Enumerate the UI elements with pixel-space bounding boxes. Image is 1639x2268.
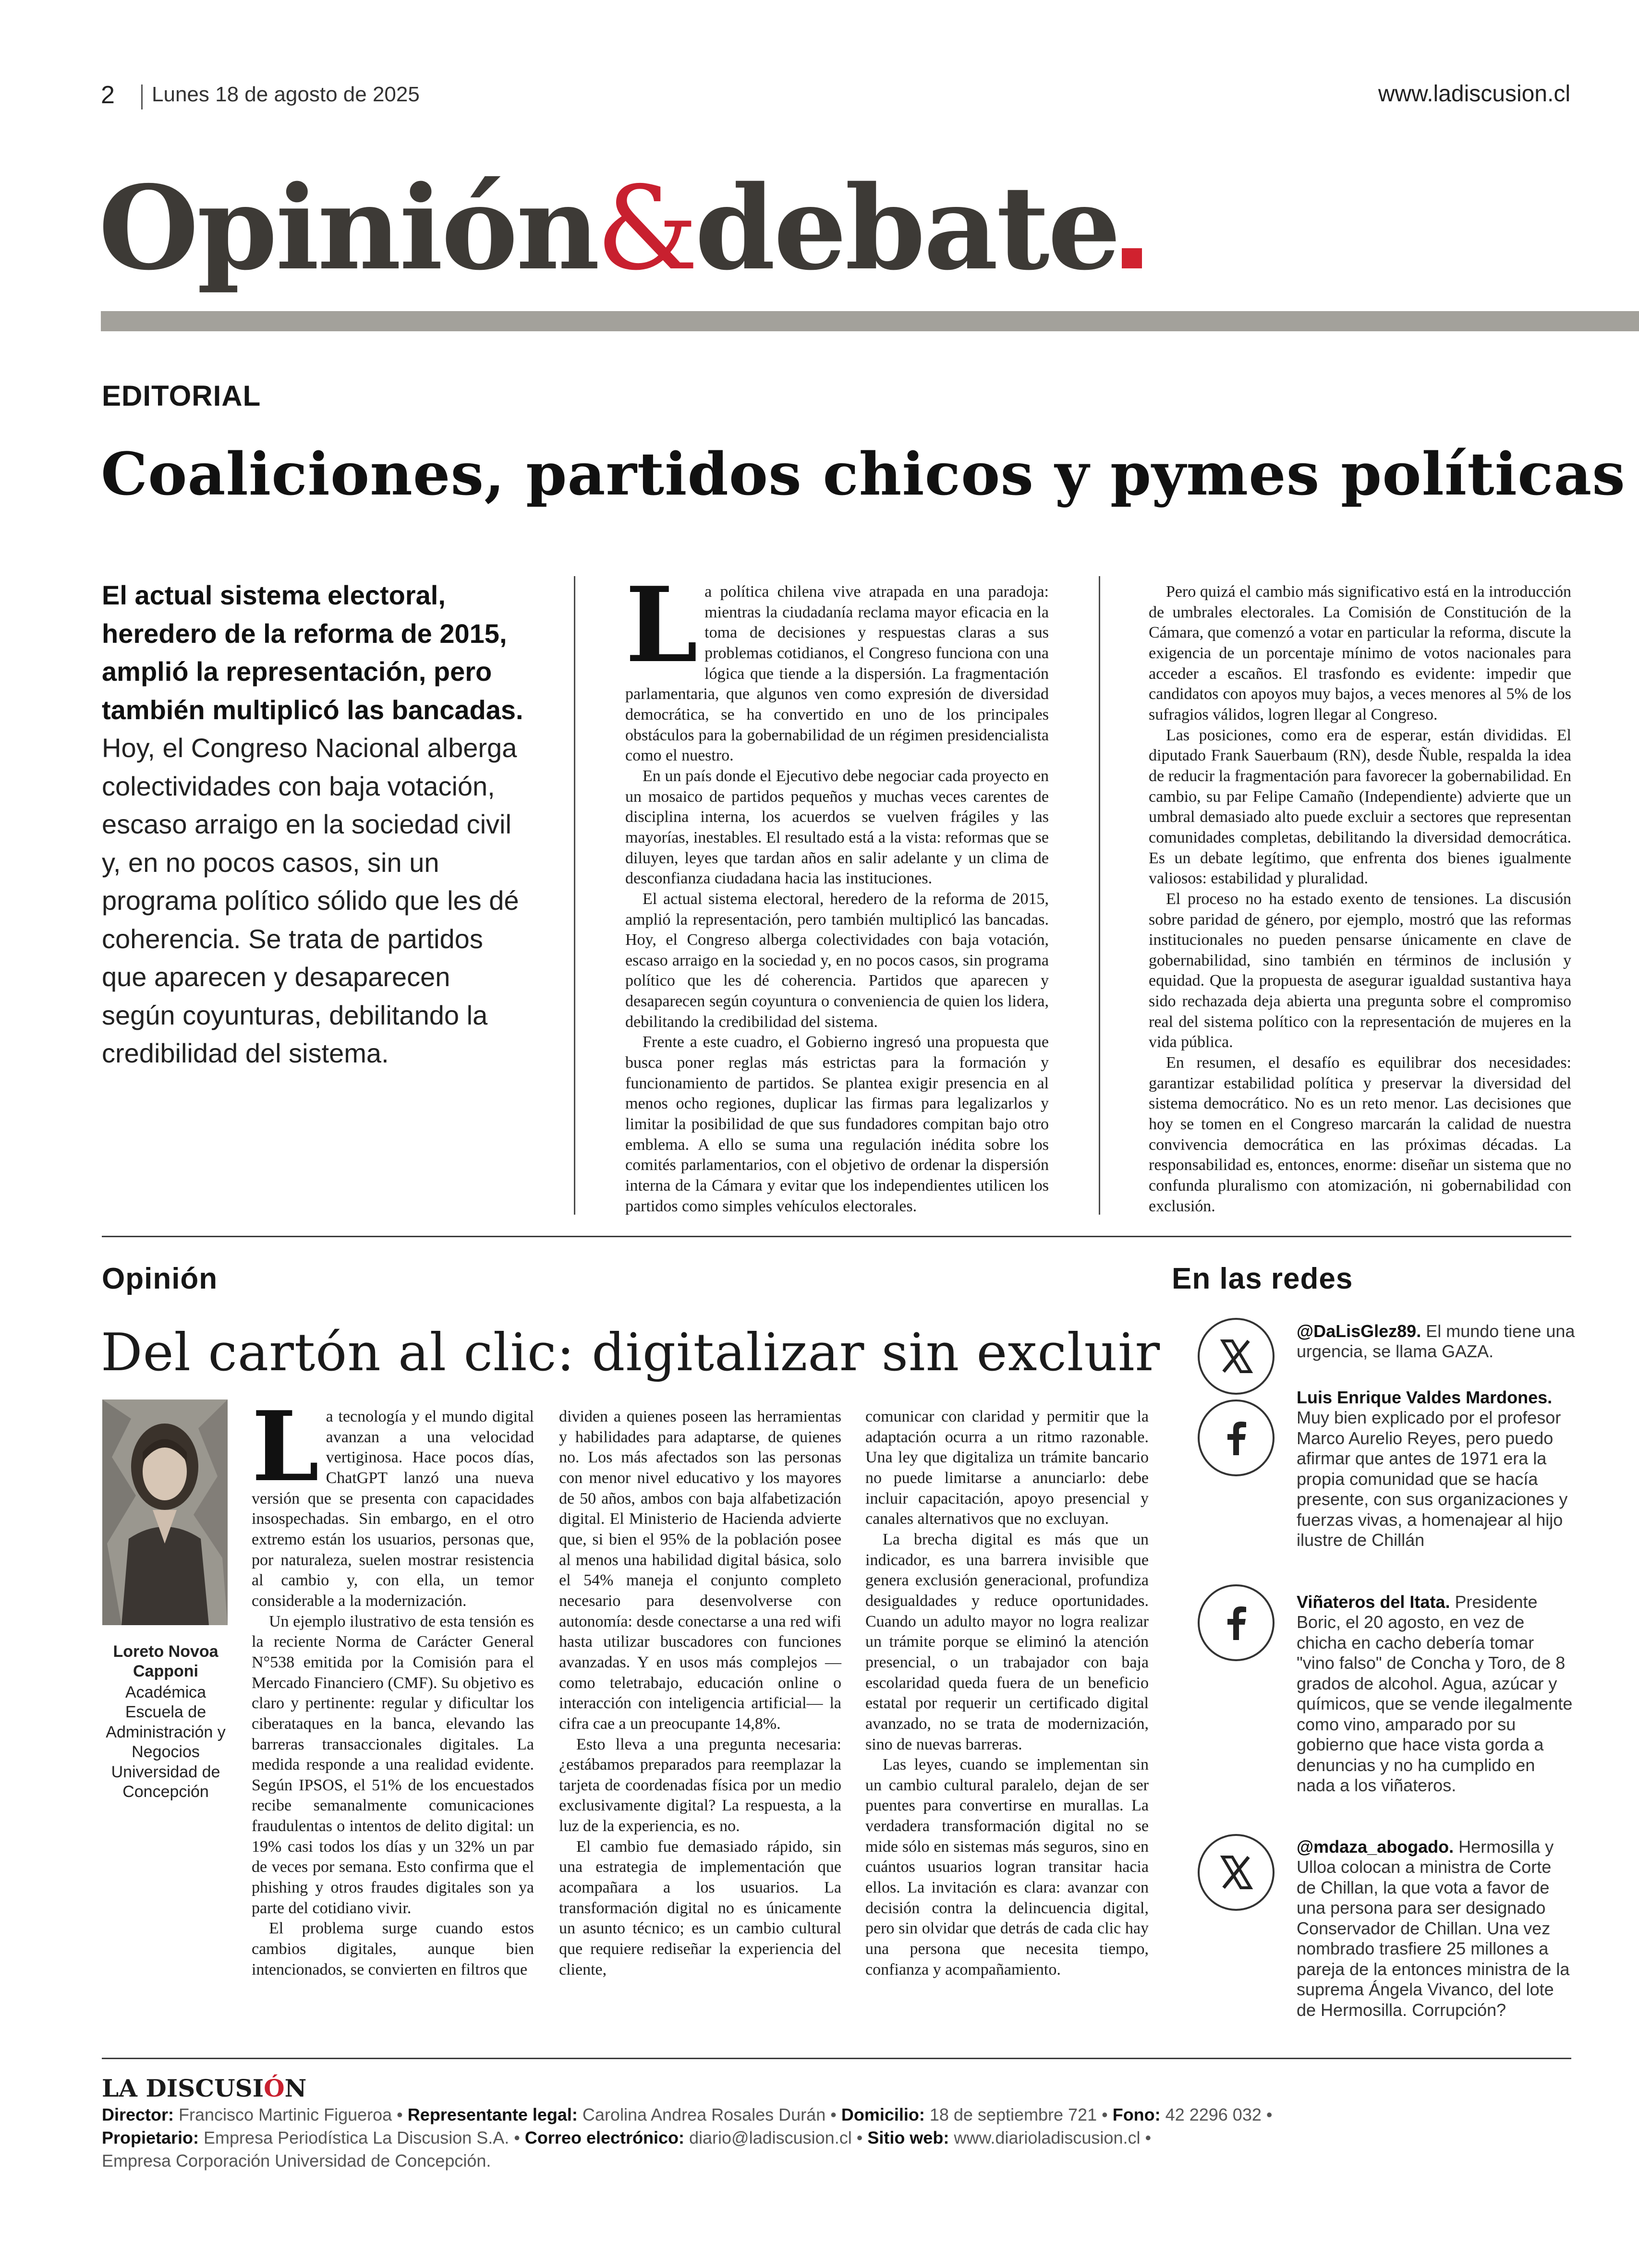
social-post-author[interactable]: Luis Enrique Valdes Mardones. — [1297, 1387, 1553, 1407]
editorial-lead-bold: El actual sistema electoral, heredero de la reforma de 2015, amplió la representación, pero también multiplicó las bancadas. — [102, 580, 523, 725]
editorial-headline: Coaliciones, partidos chicos y pymes políticas — [101, 439, 1626, 508]
opinion-column-3 — [865, 1407, 1149, 1980]
footer-credits-line-2 — [102, 2127, 1542, 2149]
representative-value: Carolina Andrea Rosales Durán • — [577, 2105, 841, 2124]
editorial-col1-p4: Frente a este cuadro, el Gobierno ingresó una propuesta que busca poner reglas más estrictas para la formación y funcionamiento de partidos. Se plantea exigir presencia en al menos ocho regiones, duplicar las firmas para legalizarlos y limitar la posibilidad de que sus fundadores compitan bajo otro emblema. A ello se suma una regulación inédita sobre los comités parlamentarios, con el objetivo de ordenar la dispersión interna de la Cámara y evitar que los independientes utilicen los partidos como simples vehículos electorales. — [625, 1033, 1049, 1215]
opinion-column-1 — [252, 1390, 534, 1980]
opinion-col2-p3: El cambio fue demasiado rápido, sin una estrategia de implementación que acompañara a los usuarios. La transformación digital no es únicamente un asunto técnico; es un cambio cultural que requiere rediseñar la experiencia del cliente, — [559, 1837, 841, 1978]
social-post-4 — [1297, 1837, 1575, 2020]
editorial-column-2 — [1149, 582, 1571, 1217]
section-title-red-dot — [1122, 248, 1142, 268]
author-role: Académica Escuela de Administración y Negocios Universidad de Concepción — [106, 1683, 226, 1801]
social-post-text: El mundo tiene una urgencia, se llama GAZA. — [1297, 1321, 1575, 1362]
opinion-col3-p1: comunicar con claridad y permitir que la adaptación ocurra a un ritmo razonable. Una ley que digitaliza un trámite bancario no puede limitarse a anunciarlo: debe incluir capacitación, apoyo presencial y canales alternativos que no excluyan. — [865, 1408, 1149, 1528]
header-divider — [141, 84, 143, 109]
opinion-col1-p1: a tecnología y el mundo digital avanzan a una velocidad vertiginosa. Hace pocos días, ChatGPT lanzó una nueva versión que se presenta con capacidades insospechadas. Sin embargo, en el otro extremo están los usuarios, personas que, por naturaleza, suelen mostrar resistencia al cambio y, con ella, un temor considerable a la modernización. — [252, 1408, 534, 1610]
editorial-lead-text: Hoy, el Congreso Nacional alberga colectividades con baja votación, escaso arraigo en la sociedad civil y, en no pocos casos, sin un programa político sólido que les dé coherencia. Se trata de partidos que aparecen y desaparecen según coyunturas, debilitando la credibilidad del sistema. — [102, 733, 519, 1069]
email-value[interactable]: diario@ladiscusion.cl • — [684, 2128, 868, 2147]
editorial-kicker: EDITORIAL — [102, 380, 261, 412]
section-divider — [102, 1236, 1571, 1237]
email-label: Correo electrónico: — [524, 2128, 684, 2147]
opinion-col3-p3: Las leyes, cuando se implementan sin un cambio cultural paralelo, dejan de ser puentes para convertirse en murallas. La verdadera transformación digital no se mide sólo en sistemas más seguros, sino en cuántos usuarios logran transitar hacia ellos. La invitación es clara: avanzar con decisión contra la delincuencia digital, pero sin olvidar que detrás de cada clic hay una persona que necesita tiempo, confianza y acompañamiento. — [865, 1756, 1149, 1978]
footer-divider — [102, 2058, 1571, 2059]
representative-label: Representante legal: — [407, 2105, 578, 2124]
director-label: Director: — [102, 2105, 174, 2124]
opinion-col2-p2: Esto lleva a una pregunta necesaria: ¿estábamos preparados para reemplazar la tarjeta de coordenadas física por un medio exclusivamente digital? La respuesta, a la luz de la experiencia, es no. — [559, 1735, 841, 1835]
website-value[interactable]: www.diarioladiscusion.cl • — [949, 2128, 1152, 2147]
issue-date: Lunes 18 de agosto de 2025 — [152, 83, 420, 106]
website-label: Sitio web: — [867, 2128, 949, 2147]
editorial-dropcap: L — [625, 564, 698, 686]
logo-text-accent: Ó — [264, 2074, 285, 2102]
x-icon — [1198, 1834, 1275, 1911]
section-title-bar — [101, 311, 1639, 331]
social-kicker: En las redes — [1172, 1262, 1353, 1295]
opinion-col3-p2: La brecha digital es más que un indicador, es una barrera invisible que genera exclusión generacional, profundiza desigualdades y reduce oportunidades. Cuando un adulto mayor no logra realizar un trámite porque se eliminó la atención presencial, o un trabajador con baja escolaridad queda fuera de un beneficio estatal por requerir un certificado digital avanzado, no se trata de modernización, sino de nuevas barreras. — [865, 1530, 1149, 1753]
footer-credits-line-3: Empresa Corporación Universidad de Concepción. — [102, 2151, 491, 2171]
social-post-author[interactable]: Viñateros del Itata. — [1297, 1592, 1450, 1612]
opinion-col2-p1: dividen a quienes poseen las herramientas y habilidades para adaptarse, de quienes no. Los más afectados son las personas con menor nivel educativo y los mayores de 50 años, ambos con baja alfabetización digital. El Ministerio de Hacienda advierte que, si bien el 95% de la población posee al menos una habilidad digital básica, solo el 54% maneja el conjunto completo necesario para desenvolverse con autonomía: desde conectarse a una red wifi hasta utilizar buscadores con funciones avanzadas. Y en usos más complejos —como teletrabajo, educación online o interacción con inteligencia artificial— la cifra cae a un preocupante 14,8%. — [559, 1408, 841, 1733]
social-post-2 — [1297, 1387, 1575, 1551]
phone-label: Fono: — [1112, 2105, 1161, 2124]
editorial-col2-p3: El proceso no ha estado exento de tensiones. La discusión sobre paridad de género, por ejemplo, mostró que las reformas institucionales no pueden pensarse únicamente en clave de gobernabilidad, sino también en términos de inclusión y equidad. Que la propuesta de asegurar igualdad sustantiva haya sido rechazada deja abierta una pregunta sobre el compromiso real del sistema político con la representación de mujeres en la vida pública. — [1149, 890, 1571, 1051]
logo-text-c: N — [284, 2074, 307, 2102]
opinion-column-2 — [559, 1407, 841, 1980]
social-post-author[interactable]: @DaLisGlez89. — [1297, 1321, 1421, 1341]
address-value: 18 de septiembre 721 • — [924, 2105, 1113, 2124]
footer-credits-line-1 — [102, 2104, 1542, 2126]
logo-text-a: LA DISCUSI — [102, 2074, 264, 2102]
social-post-text: Muy bien explicado por el profesor Marco Aurelio Reyes, pero puedo afirmar que antes de 1971 era la propia comunidad que se hacía presente, con sus organizaciones y fuerzas vivas, a homenajear al hijo ilustre de Chillán — [1297, 1408, 1568, 1550]
page-number: 2 — [101, 81, 115, 109]
column-rule — [574, 576, 575, 1215]
social-post-author[interactable]: @mdaza_abogado. — [1297, 1837, 1454, 1857]
editorial-lead — [102, 576, 524, 1073]
section-title-part-b: debate — [694, 160, 1119, 296]
owner-value: Empresa Periodística La Discusion S.A. • — [199, 2128, 525, 2147]
column-rule — [1099, 576, 1100, 1215]
editorial-col1-p2: En un país donde el Ejecutivo debe negociar cada proyecto en un mosaico de partidos pequeños y muchas veces carentes de disciplina interna, los acuerdos se vuelven frágiles y las mayorías, inestables. El resultado está a la vista: reformas que se diluyen, leyes que tardan años en salir adelante y un clima de desconfianza ciudadana hacia las instituciones. — [625, 767, 1049, 888]
section-title-ampersand: & — [596, 161, 697, 296]
section-title — [98, 160, 1142, 296]
author-name: Loreto Novoa Capponi — [113, 1642, 219, 1680]
opinion-dropcap: L — [252, 1390, 319, 1503]
editorial-col2-p4: En resumen, el desafío es equilibrar dos necesidades: garantizar estabilidad política y preservar la diversidad del sistema democrático. No es un reto menor. Las decisiones que hoy se tomen en el Congreso marcarán la calidad de nuestra convivencia democrática en las próximas décadas. La responsabilidad es, entonces, enorme: diseñar un sistema que no confunda pluralismo con atomización, ni gobernabilidad con exclusión. — [1149, 1054, 1571, 1215]
editorial-col2-p1: Pero quizá el cambio más significativo está en la introducción de umbrales electorales. La Comisión de Constitución de la Cámara, que comenzó a votar en particular la reforma, discute la exigencia de un porcentaje mínimo de votos nacionales para acceder a escaños. El trasfondo es evidente: impedir que candidatos con apoyos muy bajos, a veces menores al 5% de los sufragios válidos, logren llegar al Congreso. — [1149, 583, 1571, 724]
newspaper-logo — [102, 2074, 306, 2102]
address-label: Domicilio: — [841, 2105, 925, 2124]
opinion-col1-p3: El problema surge cuando estos cambios digitales, aunque bien intencionados, se convierten en filtros que — [252, 1919, 534, 1978]
x-icon — [1198, 1318, 1275, 1395]
social-post-text: Hermosilla y Ulloa colocan a ministra de Corte de Chillan, la que vota a favor de una persona para ser designado Conservador de Chillan. Una vez nombrado trasfiere 25 millones a pareja de la entonces ministra de la suprema Ángela Vivanco, del lote de Hermosilla. Corrupción? — [1297, 1837, 1570, 2020]
social-post-3 — [1297, 1592, 1575, 1796]
social-post-1 — [1297, 1321, 1575, 1362]
opinion-col1-p2: Un ejemplo ilustrativo de esta tensión es la reciente Norma de Carácter General N°538 emitida por la Comisión para el Mercado Financiero (CMF). Su objetivo es claro y pertinente: regular y dificultar los ciberataques en la banca, elevando las barreras transaccionales digitales. La medida responde a una realidad evidente. Según IPSOS, el 51% de los encuestados recibe semanalmente comunicaciones fraudulentas o intentos de delito digital: un 19% casi todos los días y un 32% un par de veces por semana. Esto confirma que el phishing y otros fraudes digitales son ya parte del cotidiano vivir. — [252, 1612, 534, 1917]
phone-value: 42 2296 032 • — [1160, 2105, 1273, 2124]
editorial-col1-p3: El actual sistema electoral, heredero de la reforma de 2015, amplió la representación, pero también multiplicó las bancadas. Hoy, el Congreso alberga colectividades con baja votación, escaso arraigo en la sociedad y, en no pocos casos, sin programa político que les dé coherencia. Partidos que aparecen y desaparecen según coyuntura o conveniencia de quien los lidera, debilitando la credibilidad del sistema. — [625, 890, 1049, 1031]
website-url[interactable]: www.ladiscusion.cl — [1378, 81, 1570, 107]
section-title-part-a: Opinión — [98, 160, 598, 296]
owner-label: Propietario: — [102, 2128, 199, 2147]
social-post-text: Presidente Boric, el 20 agosto, en vez de chicha en cacho debería tomar "vino falso" de Concha y Toro, de 8 grados de alcohol. Agua, azúcar y químicos, que se vende ilegalmente como vino, amparado por su gobierno que hace vista gorda a denuncias y no ha cumplido en nada a los viñateros. — [1297, 1592, 1573, 1796]
facebook-icon — [1198, 1399, 1275, 1476]
opinion-headline: Del cartón al clic: digitalizar sin excluir — [101, 1323, 1161, 1383]
editorial-col1-p1: a política chilena vive atrapada en una paradoja: mientras la ciudadanía reclama mayor eficacia en la toma de decisiones y respuestas claras a sus problemas cotidianos, el Congreso funciona con una lógica que tiende a la dispersión. La fragmentación parlamentaria, que algunos ven como expresión de diversidad democrática, se ha convertido en uno de los principales obstáculos para la gobernabilidad de un régimen presidencialista como el nuestro. — [625, 583, 1049, 765]
author-photo — [102, 1399, 228, 1625]
director-value: Francisco Martinic Figueroa • — [174, 2105, 408, 2124]
opinion-kicker: Opinión — [102, 1262, 218, 1295]
editorial-col2-p2: Las posiciones, como era de esperar, están divididas. El diputado Frank Sauerbaum (RN), desde Ñuble, respalda la idea de reducir la fragmentación para favorecer la gobernabilidad. En cambio, su par Felipe Camaño (Independiente) advierte que un umbral demasiado alto puede excluir a sectores que representan comunidades completas, debilitando la diversidad democrática. Es un debate legítimo, que enfrenta dos bienes igualmente valiosos: estabilidad y pluralidad. — [1149, 726, 1571, 888]
editorial-column-1 — [625, 564, 1049, 1217]
facebook-icon — [1198, 1584, 1275, 1661]
